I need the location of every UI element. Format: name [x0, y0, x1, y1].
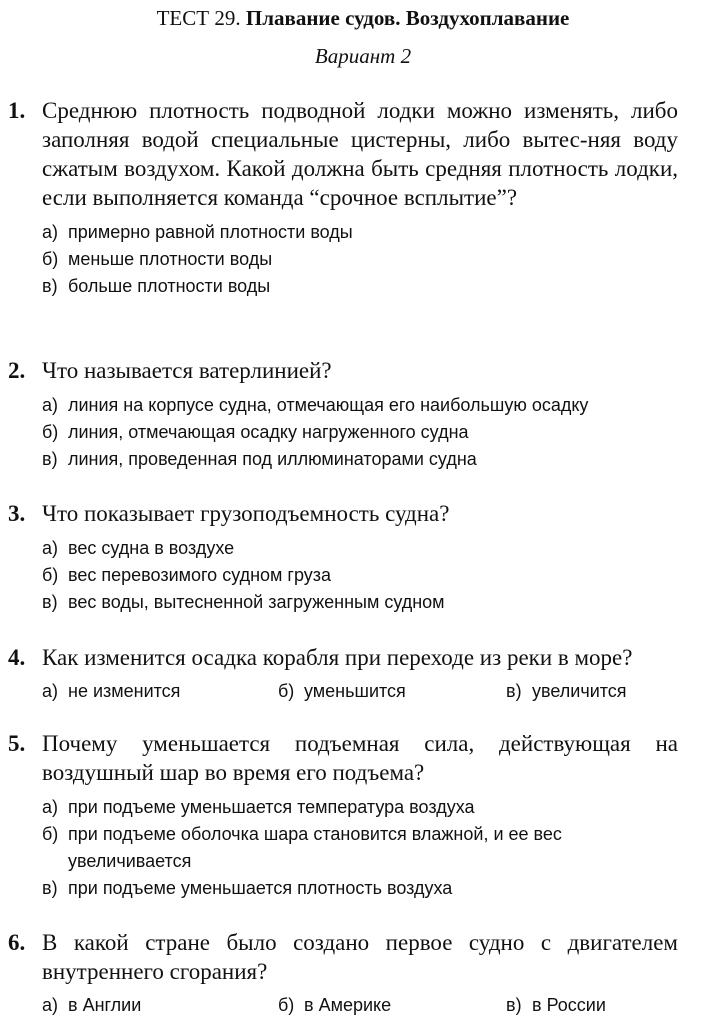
question-number: 5. — [8, 731, 26, 756]
question-2 — [0, 356, 726, 473]
options-row — [42, 678, 726, 705]
question-text: Почему уменьшается подъемная сила, действующая на воздушный шар во время его подъема? — [42, 731, 678, 785]
question-text: Как изменится осадка корабля при переходе из реки в море? — [42, 645, 633, 670]
test-label: ТЕСТ 29. — [156, 6, 241, 30]
option-a: а) примерно равной плотности воды — [42, 222, 353, 242]
option-b: б) меньше плотности воды — [42, 249, 273, 269]
question-number: 1. — [8, 98, 26, 123]
question-3 — [0, 499, 726, 616]
option-c: в) в России — [506, 995, 606, 1015]
option-b: б) при подъеме оболочка шара становится влажной, и ее вес увеличивается — [42, 824, 562, 871]
question-text: В какой стране было создано первое судно с двигателем внутреннего сгорания? — [42, 930, 678, 984]
option-b: б) вес перевозимого судном груза — [42, 565, 332, 585]
variant-label: Вариант 2 — [314, 44, 412, 68]
question-5 — [0, 729, 726, 902]
option-b: б) в Америке — [278, 995, 392, 1015]
question-text: Среднюю плотность подводной лодки можно изменять, либо заполняя водой специальные цистерны, либо вытес-няя воду сжатым воздухом. Какой должна быть средняя плотность лодки, если выполняется команда “срочное всплытие”? — [42, 98, 678, 210]
option-b: б) линия, отмечающая осадку нагруженного судна — [42, 422, 469, 442]
question-number: 6. — [8, 930, 26, 955]
question-number: 4. — [8, 645, 26, 670]
option-a: а) при подъеме уменьшается температура воздуха — [42, 797, 475, 817]
options-list — [42, 794, 726, 902]
question-text: Что показывает грузоподъемность судна? — [42, 501, 450, 526]
option-c: в) больше плотности воды — [42, 276, 271, 296]
test-topic: Плавание судов. Воздухоплавание — [245, 6, 570, 30]
option-c: в) при подъеме уменьшается плотность воздуха — [42, 878, 453, 898]
option-c: в) линия, проведенная под иллюминаторами судна — [42, 449, 477, 469]
question-6 — [0, 928, 726, 1019]
question-number: 3. — [8, 501, 26, 526]
options-list — [42, 392, 726, 473]
question-number: 2. — [8, 358, 26, 383]
question-text: Что называется ватерлинией? — [42, 358, 332, 383]
option-a: а) в Англии — [42, 995, 142, 1015]
question-1 — [0, 96, 726, 300]
options-list — [42, 219, 726, 300]
options-list — [42, 535, 726, 616]
option-b: б) уменьшится — [278, 681, 406, 701]
option-c: в) увеличится — [506, 681, 627, 701]
option-a: а) линия на корпусе судна, отмечающая его наибольшую осадку — [42, 395, 589, 415]
option-c: в) вес воды, вытесненной загруженным судном — [42, 592, 445, 612]
test-title — [0, 6, 726, 30]
option-a: а) вес судна в воздухе — [42, 538, 235, 558]
options-row — [42, 992, 726, 1019]
option-a: а) не изменится — [42, 681, 181, 701]
question-4 — [0, 643, 726, 705]
